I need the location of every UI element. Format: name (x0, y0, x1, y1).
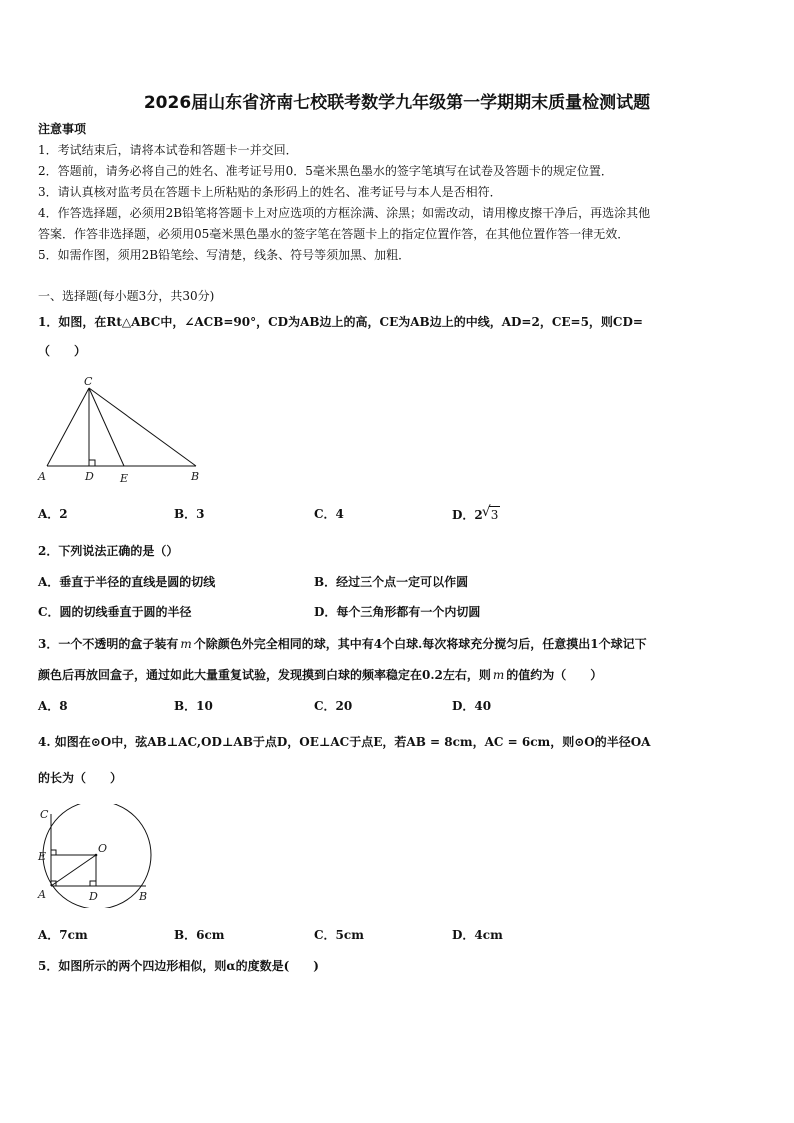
note-item: 4．作答选择题，必须用2B铅笔将答题卡上对应选项的方框涂满、涂黑；如需改动，请用橡皮擦干净后，再选涂其他 (38, 206, 651, 220)
note-item: 答案．作答非选择题，必须用05毫米黑色墨水的签字笔在答题卡上的指定位置作答，在其他位置作答一律无效． (38, 227, 630, 241)
q1-option-d (452, 506, 500, 523)
note-item: 2．答题前，请务必将自己的姓名、准考证号用0．5毫米黑色墨水的签字笔填写在试卷及答题卡的规定位置． (38, 164, 613, 178)
label-b: B (139, 890, 148, 903)
page-title: 2026届山东省济南七校联考数学九年级第一学期期末质量检测试题 (143, 93, 651, 113)
q1-option-b: B．3 (174, 507, 205, 521)
q3-line1 (38, 636, 647, 652)
q4-line2: 的长为（ ） (38, 771, 123, 785)
label-a: A (38, 888, 46, 901)
q2-option-c: C．圆的切线垂直于圆的半径 (38, 605, 192, 619)
q3-option-a: A．8 (38, 699, 68, 713)
q3-line2-part2: 的值约为（ ） (506, 668, 603, 682)
q3-var-m: m (180, 637, 192, 651)
q1-paren: （ ） (38, 344, 87, 358)
note-item: 3．请认真核对监考员在答题卡上所粘贴的条形码上的姓名、准考证号与本人是否相符． (38, 185, 502, 199)
q4-option-c: C．5cm (314, 928, 364, 942)
q3-option-b: B．10 (174, 699, 213, 713)
note-item: 1．考试结束后，请将本试卷和答题卡一并交回． (38, 143, 298, 157)
section-heading: 一、选择题(每小题3分，共30分) (38, 289, 215, 303)
q2-option-b: B．经过三个点一定可以作圆 (314, 575, 469, 589)
note-item: 5．如需作图，须用2B铅笔绘、写清楚，线条、符号等须加黑、加粗． (38, 248, 411, 262)
q1-option-d-label: D．2 (452, 508, 483, 522)
q3-var-m: m (492, 668, 505, 682)
q5-stem: 5．如图所示的两个四边形相似，则α的度数是( ) (38, 959, 319, 973)
sqrt-argument: 3 (490, 508, 499, 522)
q1-option-c: C．4 (314, 507, 344, 521)
label-d: D (89, 890, 98, 903)
label-e: E (120, 472, 129, 485)
q2-option-a: A．垂直于半径的直线是圆的切线 (38, 575, 216, 589)
q4-option-d: D．4cm (452, 928, 503, 942)
q3-line1-part1: 3．一个不透明的盒子装有 (38, 637, 179, 651)
q3-option-c: C．20 (314, 699, 353, 713)
q3-line2-part1: 颜色后再放回盒子，通过如此大量重复试验，发现摸到白球的频率稳定在0.2左右，则 (38, 668, 491, 682)
label-b: B (191, 470, 200, 483)
q3-line2 (38, 667, 602, 683)
label-c: C (40, 808, 49, 821)
q1-triangle-figure (36, 374, 206, 486)
sqrt-symbol: √ 3 (481, 504, 499, 522)
q3-option-d: D．40 (452, 699, 492, 713)
q4-circle-figure (34, 804, 159, 908)
q2-stem: 2．下列说法正确的是（） (38, 544, 179, 558)
q1-option-a: A．2 (38, 507, 68, 521)
label-o: O (98, 842, 108, 855)
q2-option-d: D．每个三角形都有一个内切圆 (314, 605, 481, 619)
q4-line1: 4. 如图在⊙O中，弦AB⊥AC,OD⊥AB于点D，OE⊥AC于点E，若AB = 8cm，AC = 6cm，则⊙O的半径OA (38, 735, 651, 749)
label-a: A (38, 470, 46, 483)
q4-option-a: A．7cm (38, 928, 88, 942)
notes-heading: 注意事项 (38, 122, 87, 136)
q1-stem: 1．如图，在Rt△ABC中，∠ACB=90°，CD为AB边上的高，CE为AB边上的中线，AD=2，CE=5，则CD= (38, 315, 643, 329)
label-d: D (85, 470, 94, 483)
q3-line1-part2: 个除颜色外完全相同的球，其中有4个白球.每次将球充分搅匀后，任意摸出1个球记下 (193, 637, 647, 651)
label-e: E (38, 850, 47, 863)
label-c: C (84, 375, 93, 388)
q4-option-b: B．6cm (174, 928, 225, 942)
